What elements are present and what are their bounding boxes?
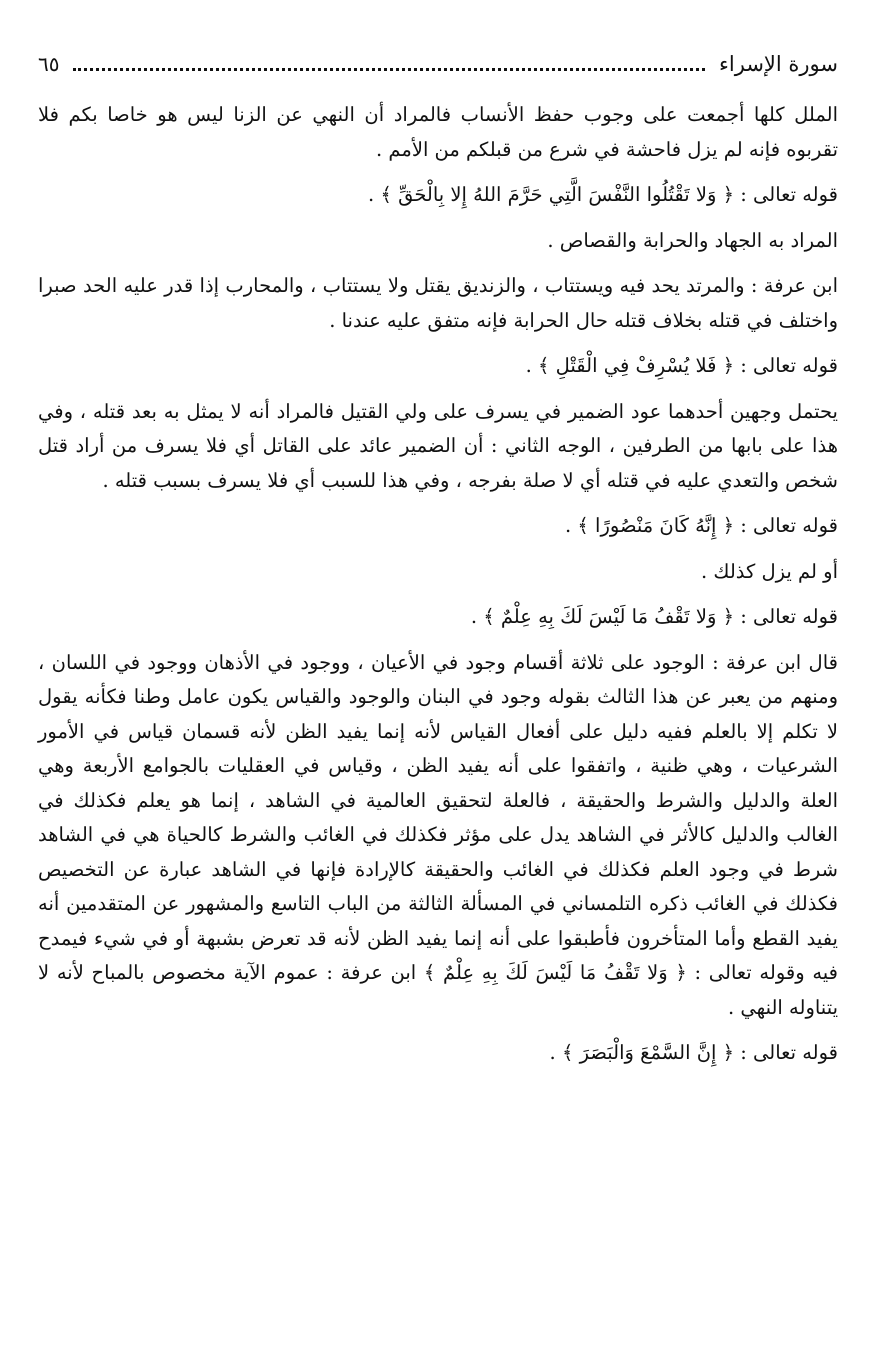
paragraph: المراد به الجهاد والحرابة والقصاص .: [547, 228, 838, 252]
verse-quote: قوله تعالى : ﴿ إِنَّ السَّمْعَ وَالْبَصَرَ ﴾ .: [549, 1041, 838, 1064]
paragraph: الملل كلها أجمعت على وجوب حفظ الأنساب فالمراد أن النهي عن الزنا ليس هو خاصا بكم فلا تقربوه فإنه لم يزل فاحشة في شرع من قبلكم من الأمم .: [38, 103, 838, 161]
header-dotted-rule: [73, 67, 705, 71]
paragraph: أو لم يزل كذلك .: [701, 559, 838, 583]
book-page: [38, 52, 838, 1082]
verse-quote: قوله تعالى : ﴿ فَلا يُسْرِفْ فِي الْقَتْلِ ﴾ .: [525, 354, 838, 377]
verse-quote: قوله تعالى : ﴿ وَلا تَقْتُلُوا النَّفْسَ الَّتِي حَرَّمَ اللهُ إِلا بِالْحَقِّ ﴾ .: [368, 183, 838, 206]
running-header: [38, 52, 838, 98]
paragraph: ابن عرفة : والمرتد يحد فيه ويستتاب ، والزنديق يقتل ولا يستتاب ، والمحارب إذا قدر عليه الحد صبرا واختلف في قتله بخلاف قتله حال الحرابة فإنه متفق عليه عندنا .: [38, 274, 838, 332]
verse-quote: قوله تعالى : ﴿ إِنَّهُ كَانَ مَنْصُورًا ﴾ .: [565, 514, 838, 537]
verse-quote: قوله تعالى : ﴿ وَلا تَقْفُ مَا لَيْسَ لَكَ بِهِ عِلْمٌ ﴾ .: [470, 605, 838, 628]
page-number: ٦٥: [38, 52, 60, 76]
paragraph: قال ابن عرفة : الوجود على ثلاثة أقسام وجود في الأعيان ، ووجود في الأذهان ووجود في اللسان ، ومنهم من يعبر عن هذا الثالث بقوله وجود في البنان والوجود والقياس يكون عامل وطنا فكأنه يقول لا تكلم إلا بالعلم ففيه دليل على أفعال القياس لأنه إنما يفيد الظن لأنه قسمان قياس في الأمور الشرعيات ، وهي ظنية ، واتفقوا على أنه يفيد الظن ، وقياس في العقليات بالجوامع الأربعة وهي العلة والدليل والشرط والحقيقة ، فالعلة لتحقيق العالمية في الشاهد ، إنما هو يعلم فكذلك في الغالب والدليل كالأثر في الشاهد يدل على مؤثر فكذلك في الغائب والشرط كالحياة هي في الشاهد شرط في وجود العلم فكذلك في الغائب والحقيقة كالإرادة فإنها في الشاهد عبارة عن التخصيص فكذلك في الغائب ذكره التلمساني في المسألة الثالثة من الباب التاسع والمشهور عن المتقدمين أنه يفيد القطع وأما المتأخرون فأطبقوا على أنه إنما يفيد الظن لأنه قد تعرض بشبهة أو في شيء فيمدح فيه وقوله تعالى : ﴿ وَلا تَقْفُ مَا لَيْسَ لَكَ بِهِ عِلْمٌ ﴾ ابن عرفة : عموم الآية مخصوص بالمباح لأنه لا يتناوله النهي .: [38, 650, 838, 1019]
surah-title: سورة الإسراء: [719, 52, 838, 76]
paragraph: يحتمل وجهين أحدهما عود الضمير في يسرف على ولي القتيل فالمراد أنه لا يمثل به بعد قتله ، وفي هذا على بابها من الطرفين ، الوجه الثاني : أن الضمير عائد على القاتل أي فلا يسرف من أراد قتل شخص والتعدي عليه في قتله أي لا صلة بفرجه ، وفي هذا للسبب أي فلا يسرف بسبب قتله .: [38, 399, 838, 492]
